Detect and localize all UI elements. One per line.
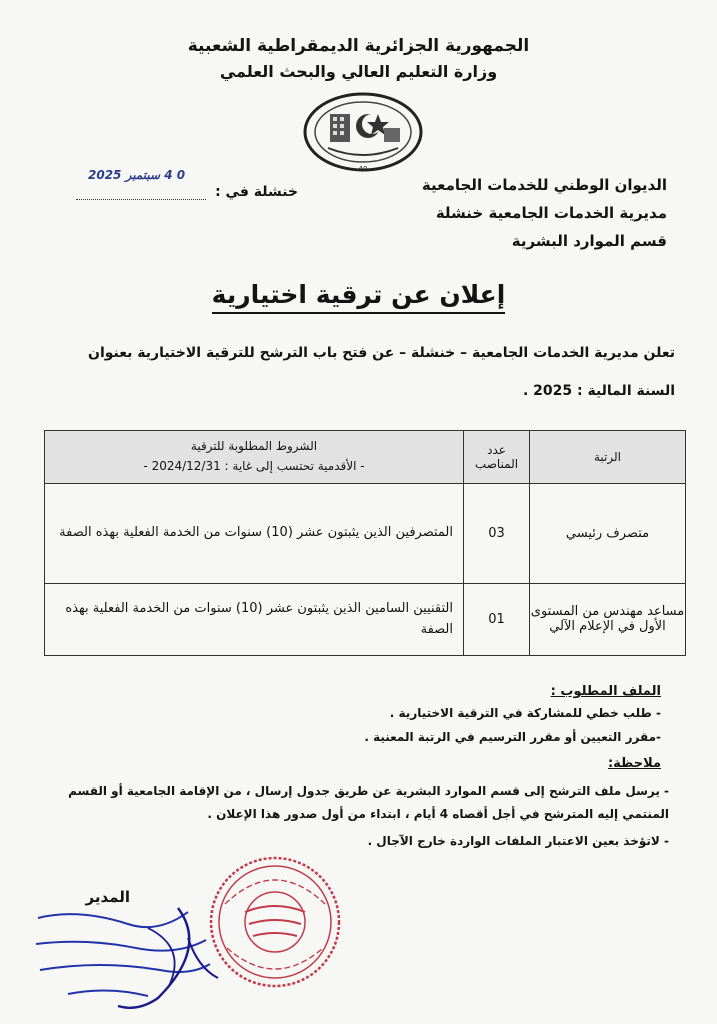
date-stamp: 0 4 سبتمبر 2025 [88, 168, 186, 182]
row-conditions: المتصرفين الذين يثبتون عشر (10) سنوات من الخدمة الفعلية بهذه الصفة [45, 483, 464, 583]
row-conditions: التقنيين السامين الذين يثبتون عشر (10) سنوات من الخدمة الفعلية بهذه الصفة [45, 583, 464, 655]
place-label: خنشلة في : [215, 184, 298, 200]
header-count: عدد المناصب [464, 431, 530, 484]
place-date-block [58, 168, 298, 208]
org-office: الديوان الوطني للخدمات الجامعية [421, 176, 667, 194]
required-file-title: الملف المطلوب : [550, 684, 661, 699]
row-count: 01 [464, 583, 530, 655]
intro-line-1: تعلن مديرية الخدمات الجامعية – خنشلة – عن فتح باب الترشح للترقية الاختيارية بعنوان [88, 345, 675, 361]
header-conditions [45, 431, 464, 484]
promotion-table [44, 430, 686, 656]
notes-title: ملاحظة: [607, 756, 661, 771]
header-conditions-title: الشروط المطلوبة للترقية [190, 439, 318, 453]
table-row [45, 583, 686, 655]
org-department: قسم الموارد البشرية [511, 232, 667, 250]
svg-text:-40-: -40- [356, 165, 370, 173]
note-item: - يرسل ملف الترشح إلى قسم الموارد البشرية عن طريق جدول إرسال ، من الإقامة الجامعية أو القسم المنتمي إليه المترشح في أجل أقصاه 4 أيام ، ابتداء من أول صدور هذا الإعلان . [68, 784, 669, 821]
row-count: 03 [464, 483, 530, 583]
date-dotted-line [76, 199, 206, 200]
table-row [45, 483, 686, 583]
org-directorate: مديرية الخدمات الجامعية خنشلة [435, 204, 667, 222]
header-rank: الرتبة [530, 431, 686, 484]
director-signature [28, 898, 228, 1014]
announcement-title [0, 280, 717, 309]
place-date-line [58, 184, 298, 200]
required-file-item: -مقرر التعيين أو مقرر الترسيم في الرتبة المعنية . [364, 730, 661, 744]
intro-line-2: السنة المالية : 2025 . [522, 383, 675, 399]
required-file-item: - طلب خطي للمشاركة في الترقية الاختيارية . [389, 706, 661, 720]
note-item: - لاتؤخذ بعين الاعتبار الملفات الواردة خارج الآجال . [367, 834, 669, 848]
table-header-row [45, 431, 686, 484]
header-conditions-sub: - الأقدمية تحتسب إلى غاية : 2024/12/31 - [143, 458, 365, 473]
republic-heading: الجمهورية الجزائرية الديمقراطية الشعبية [187, 36, 530, 56]
ministry-heading: وزارة التعليم العالي والبحث العلمي [219, 62, 498, 81]
row-rank: مساعد مهندس من المستوى الأول في الإعلام الآلي [530, 583, 686, 655]
row-rank: متصرف رئيسي [530, 483, 686, 583]
director-label: المدير [85, 888, 130, 906]
institution-logo [300, 92, 426, 176]
title-text: إعلان عن ترقية اختيارية [212, 280, 506, 314]
